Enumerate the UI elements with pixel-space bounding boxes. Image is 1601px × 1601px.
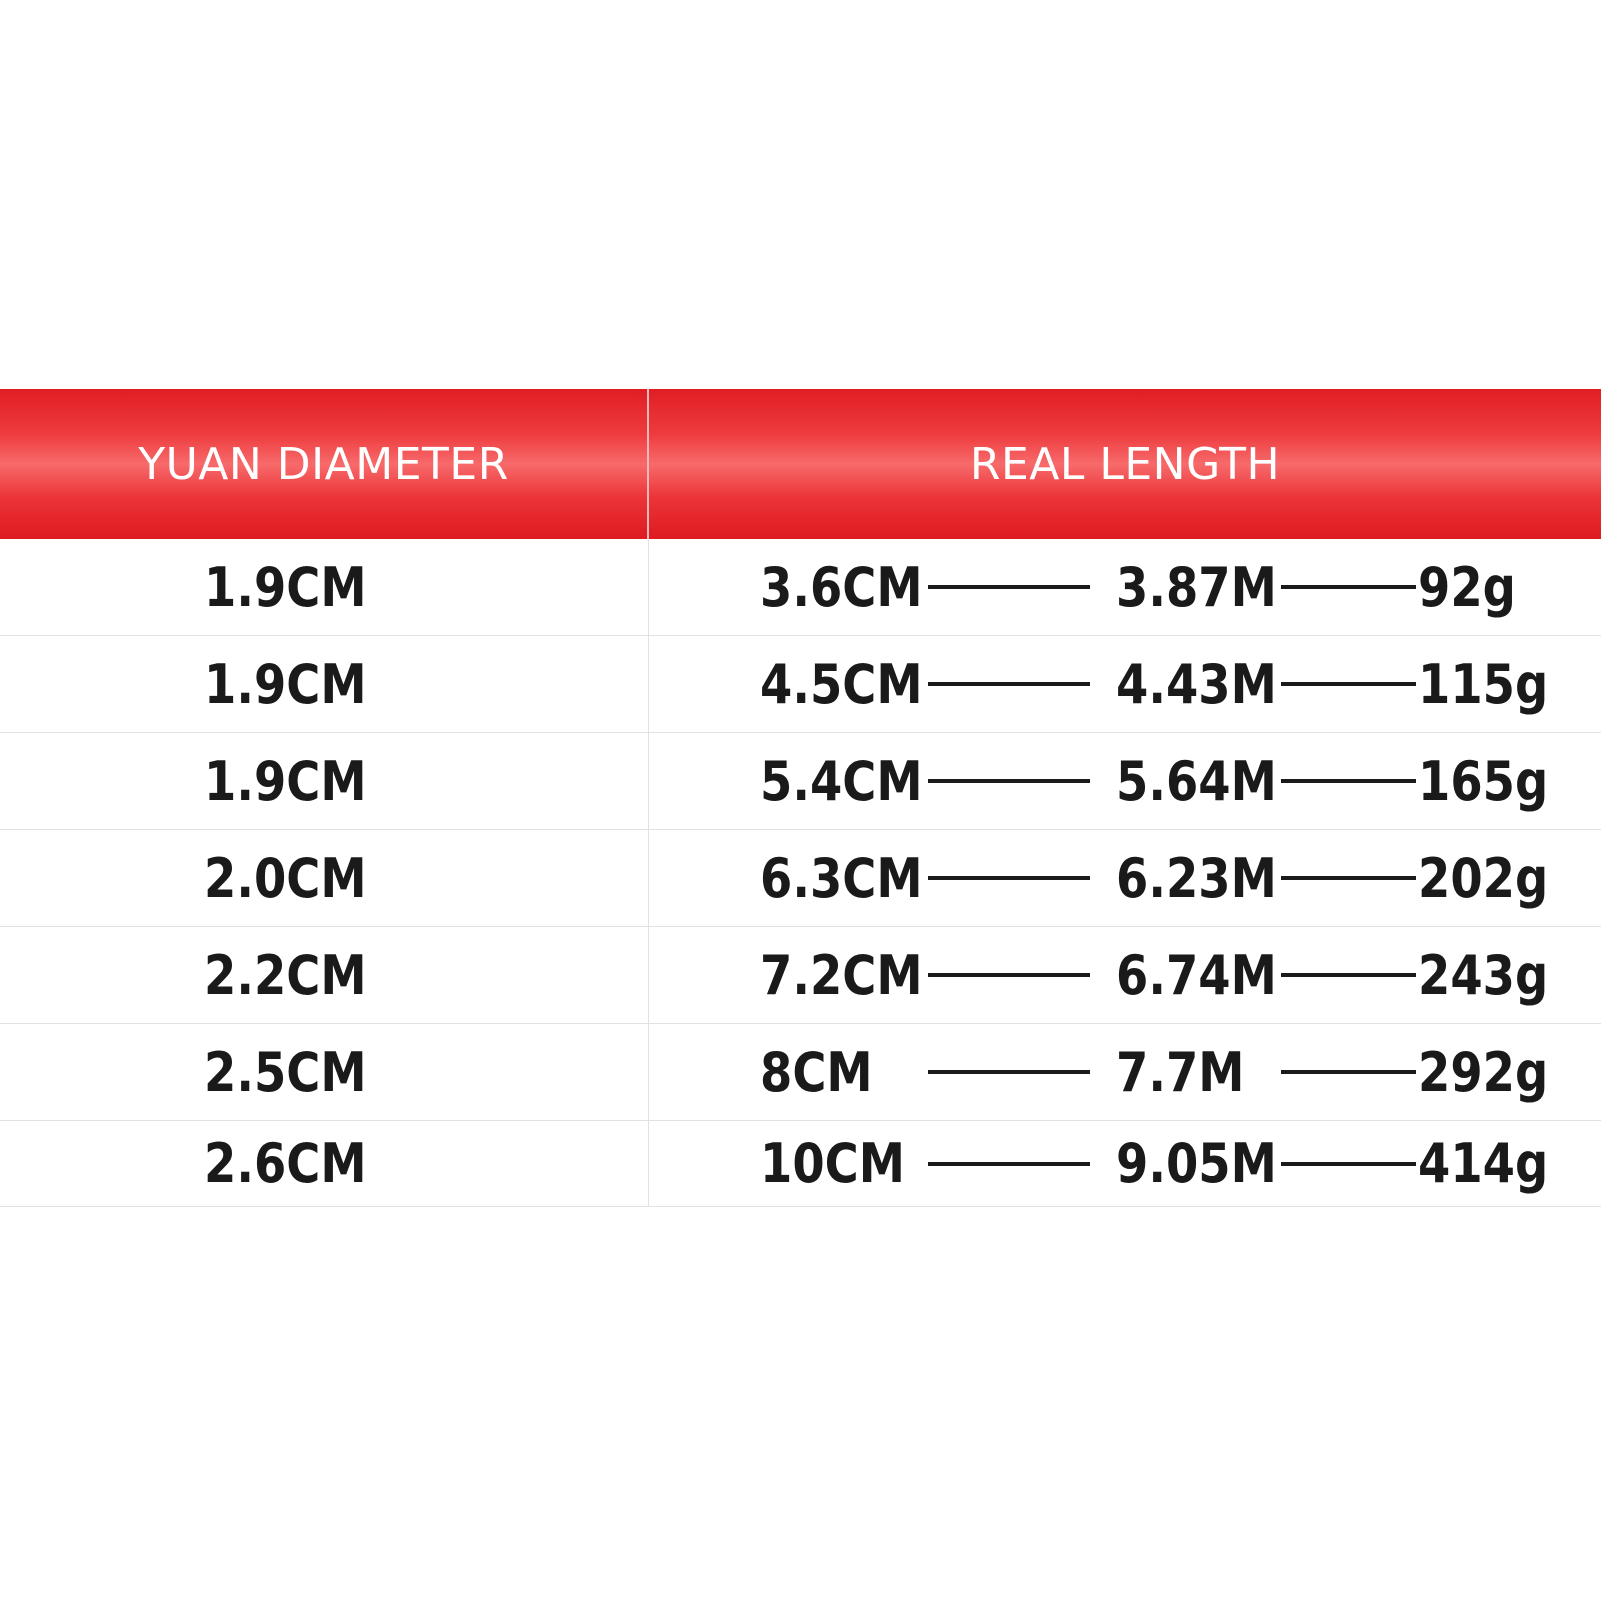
weight-cell: 92g [1418,555,1516,619]
column-divider [648,927,649,1023]
table-row [0,539,1601,636]
weight-cell: 243g [1418,943,1549,1007]
separator-line [928,1162,1090,1166]
separator-line [928,1070,1090,1074]
column-divider [648,830,649,926]
header-yuan-diameter: YUAN DIAMETER [138,438,509,490]
diameter-cell: 1.9CM [204,749,367,813]
weight-cell: 292g [1418,1040,1549,1104]
table-row [0,733,1601,830]
diameter-cell: 2.0CM [204,846,367,910]
length-cell: 3.87M [1116,555,1277,619]
rod-diameter-cell: 5.4CM [760,749,923,813]
column-divider [648,1024,649,1120]
table-row [0,830,1601,927]
rod-diameter-cell: 3.6CM [760,555,923,619]
column-divider [648,539,649,635]
table-row [0,927,1601,1024]
weight-cell: 202g [1418,846,1549,910]
length-cell: 7.7M [1116,1040,1245,1104]
separator-line [1281,779,1416,783]
weight-cell: 414g [1418,1132,1549,1195]
weight-cell: 165g [1418,749,1549,813]
diameter-cell: 2.6CM [204,1132,367,1195]
separator-line [928,973,1090,977]
separator-line [928,779,1090,783]
diameter-cell: 2.2CM [204,943,367,1007]
length-cell: 5.64M [1116,749,1277,813]
rod-diameter-cell: 4.5CM [760,652,923,716]
length-cell: 9.05M [1116,1132,1277,1195]
separator-line [1281,1162,1416,1166]
table-row [0,1024,1601,1121]
column-divider [648,636,649,732]
separator-line [1281,585,1416,589]
rod-diameter-cell: 6.3CM [760,846,923,910]
diameter-cell: 1.9CM [204,652,367,716]
spec-table [0,389,1601,1207]
separator-line [1281,876,1416,880]
separator-line [928,876,1090,880]
table-header [0,389,1601,539]
separator-line [1281,682,1416,686]
separator-line [928,585,1090,589]
weight-cell: 115g [1418,652,1549,716]
separator-line [928,682,1090,686]
table-row [0,636,1601,733]
length-cell: 4.43M [1116,652,1277,716]
rod-diameter-cell: 8CM [760,1040,873,1104]
diameter-cell: 2.5CM [204,1040,367,1104]
separator-line [1281,973,1416,977]
table-body [0,539,1601,1207]
rod-diameter-cell: 10CM [760,1132,905,1195]
rod-diameter-cell: 7.2CM [760,943,923,1007]
diameter-cell: 1.9CM [204,555,367,619]
header-real-length: REAL LENGTH [969,438,1281,490]
column-divider [648,1121,649,1206]
length-cell: 6.23M [1116,846,1277,910]
separator-line [1281,1070,1416,1074]
column-divider [648,733,649,829]
table-row [0,1121,1601,1207]
length-cell: 6.74M [1116,943,1277,1007]
